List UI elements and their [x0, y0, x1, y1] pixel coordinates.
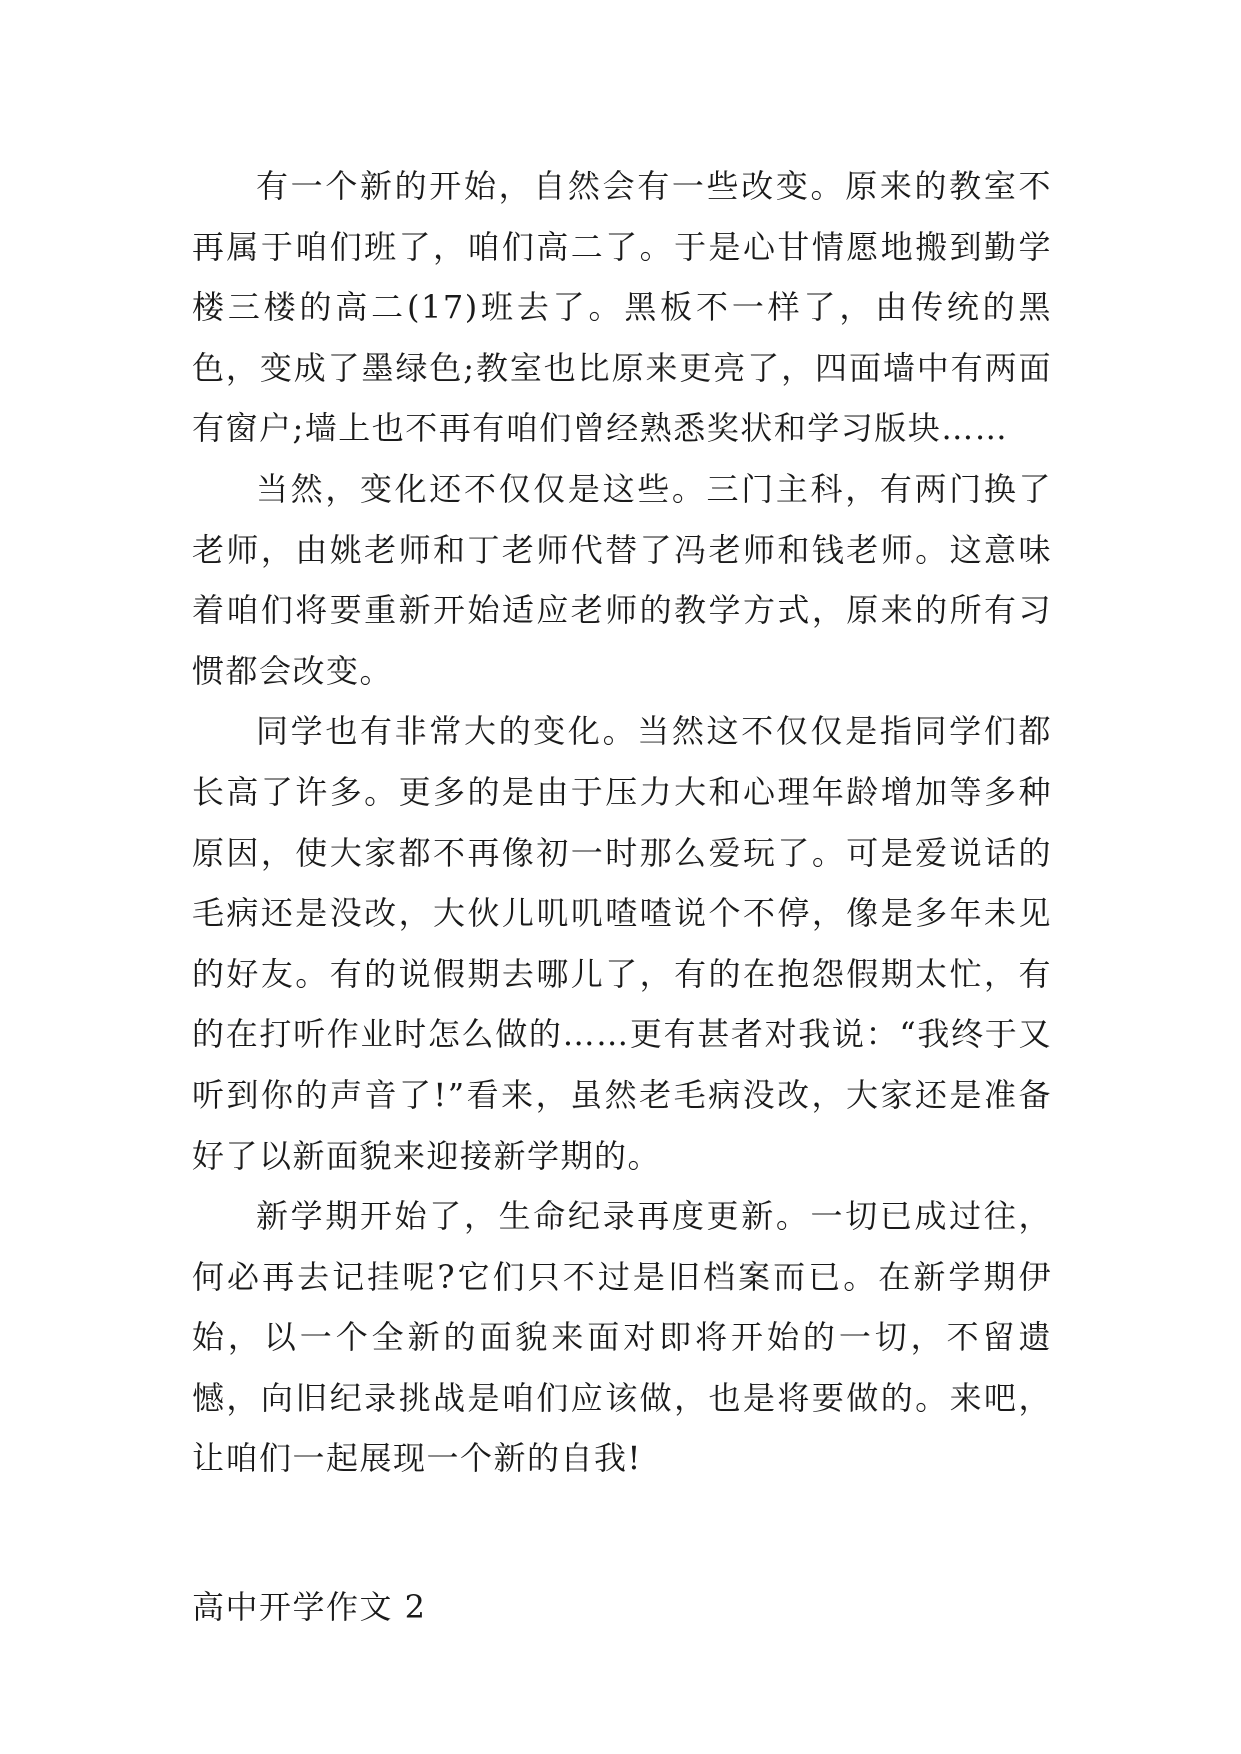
paragraph-1: 有一个新的开始，自然会有一些改变。原来的教室不再属于咱们班了，咱们高二了。于是心甘情愿地搬到勤学楼三楼的高二(17)班去了。黑板不一样了，由传统的黑色，变成了墨绿色;教室也比原来更亮了，四面墙中有两面有窗户;墙上也不再有咱们曾经熟悉奖状和学习版块…… [192, 167, 1052, 448]
paragraph-2: 当然，变化还不仅仅是这些。三门主科，有两门换了老师，由姚老师和丁老师代替了冯老师和钱老师。这意味着咱们将要重新开始适应老师的教学方式，原来的所有习惯都会改变。 [192, 469, 1052, 690]
paragraph-4: 新学期开始了，生命纪录再度更新。一切已成过往，何必再去记挂呢?它们只不过是旧档案而已。在新学期伊始，以一个全新的面貌来面对即将开始的一切，不留遗憾，向旧纪录挑战是咱们应该做，也是将要做的。来吧，让咱们一起展现一个新的自我! [192, 1197, 1052, 1478]
paragraph-3: 同学也有非常大的变化。当然这不仅仅是指同学们都长高了许多。更多的是由于压力大和心理年龄增加等多种原因，使大家都不再像初一时那么爱玩了。可是爱说话的毛病还是没改，大伙儿叽叽喳喳说个不停，像是多年未见的好友。有的说假期去哪儿了，有的在抱怨假期太忙，有的在打听作业时怎么做的……更有甚者对我说：“我终于又听到你的声音了!”看来，虽然老毛病没改，大家还是准备好了以新面貌来迎接新学期的。 [192, 712, 1052, 1175]
section-heading: 高中开学作文 2 [192, 1588, 427, 1627]
essay-body [192, 156, 1052, 1638]
